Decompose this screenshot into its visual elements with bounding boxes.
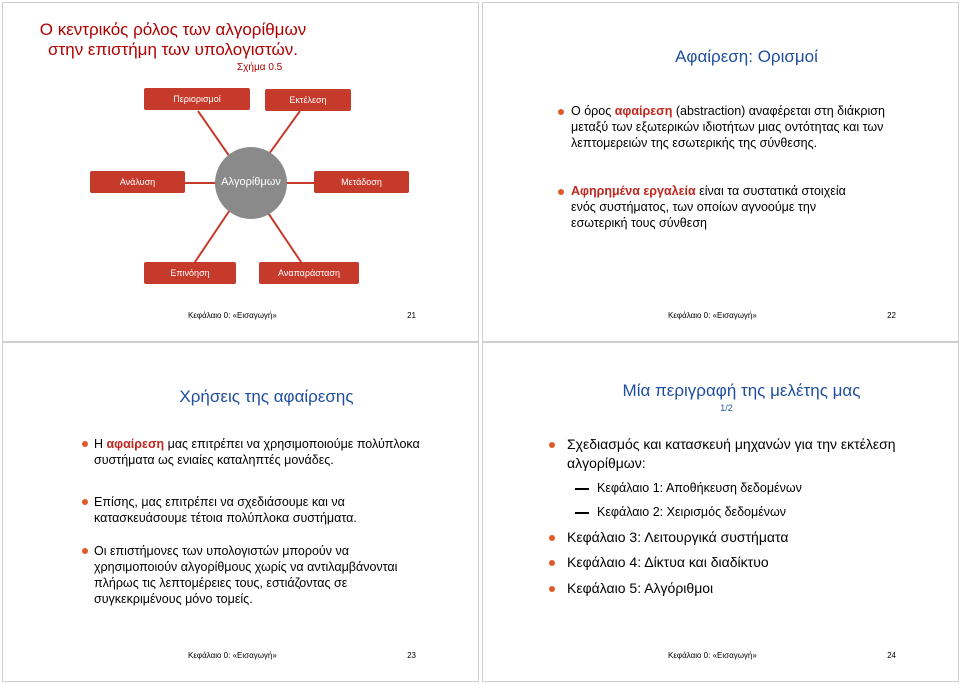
bullet-design: Επίσης, μας επιτρέπει να σχεδιάσουμε και να κατασκευάσουμε τέτοια πολύπλοκα συστήματα. [94, 495, 357, 525]
slide-subtitle: 1/2 [720, 403, 733, 413]
bullet-machines: Σχεδιασμός και κατασκευή μηχανών για την εκτέλεση αλγορίθμων: [567, 436, 896, 471]
chapter-label: Κεφάλαιο 0: «Εισαγωγή» [668, 651, 757, 660]
bullet-scientists: Οι επιστήμονες των υπολογιστών μπορούν να χρησιμοποιούν αλγορίθμους χωρίς να αντιλαμβάνονται πλήρως τις λεπτομέρειες τους, εστιάζοντας σε συγκεκριμένους μόνο τομείς. [94, 544, 398, 606]
bullet-icon [558, 109, 564, 115]
slide-21 [2, 2, 479, 342]
algorithm-diagram [3, 3, 480, 303]
bullet-icon [82, 441, 88, 447]
bullet-icon [549, 442, 555, 448]
title-line-1: Ο κεντρικός ρόλος των αλγορίθμων [39, 20, 307, 39]
slide-23 [2, 342, 479, 682]
bullet-icon [82, 499, 88, 505]
page-number: 23 [407, 651, 416, 660]
sub-item-chapter-2: Κεφάλαιο 2: Χειρισμός δεδομένων [575, 505, 786, 519]
node-transmission: Μετάδοση [314, 171, 409, 193]
bullet-chapter-4: Κεφάλαιο 4: Δίκτυα και διαδίκτυο [567, 554, 769, 570]
bullet-icon [549, 560, 555, 566]
page-number: 21 [407, 311, 416, 320]
bullet-icon [549, 586, 555, 592]
node-representation: Αναπαράσταση [259, 262, 359, 284]
highlight-term: αφαίρεση [106, 437, 165, 451]
sub-item-chapter-1: Κεφάλαιο 1: Αποθήκευση δεδομένων [575, 481, 802, 495]
slide-title: Χρήσεις της αφαίρεσης [179, 387, 354, 406]
node-execution: Εκτέλεση [265, 89, 351, 111]
page-number: 22 [887, 311, 896, 320]
bullet-icon [558, 189, 564, 195]
dash-icon [575, 488, 589, 490]
chapter-label: Κεφάλαιο 0: «Εισαγωγή» [188, 311, 277, 320]
chapter-label: Κεφάλαιο 0: «Εισαγωγή» [668, 311, 757, 320]
title-line-2: στην επιστήμη των υπολογιστών. [48, 40, 298, 59]
slide-title: Αφαίρεση: Ορισμοί [675, 47, 818, 66]
slide-24 [482, 342, 959, 682]
highlight-term: Αφηρημένα εργαλεία [571, 184, 696, 198]
bullet-chapter-5: Κεφάλαιο 5: Αλγόριθμοι [567, 580, 714, 596]
dash-icon [575, 512, 589, 514]
slide-title: Μία περιγραφή της μελέτης μας [622, 381, 861, 400]
bullet-icon [82, 548, 88, 554]
bullet-abstraction-definition: Ο όρος αφαίρεση (abstraction) αναφέρεται στη διάκριση μεταξύ των εξωτερικών ιδιοτήτων μιας οντότητας και των λεπτομερειών της εσωτερικής της σύνθεσης. [571, 104, 885, 150]
bullet-abstraction-use: Η αφαίρεση μας επιτρέπει να χρησιμοποιούμε πολύπλοκα συστήματα ως ενιαίες καταληπτές μονάδες. [94, 437, 420, 467]
bullet-icon [549, 535, 555, 541]
highlight-term: αφαίρεση [614, 104, 673, 118]
chapter-label: Κεφάλαιο 0: «Εισαγωγή» [188, 651, 277, 660]
bullet-abstract-tools: Αφηρημένα εργαλεία είναι τα συστατικά στοιχεία ενός συστήματος, των οποίων αγνοούμε την εσωτερική τους σύνθεση [571, 184, 846, 230]
node-invention: Επινόηση [144, 262, 236, 284]
node-analysis: Ανάλυση [90, 171, 185, 193]
node-constraints: Περιορισμοί [144, 88, 250, 110]
slide-22 [482, 2, 959, 342]
hub-label: Αλγορίθμων [221, 176, 281, 188]
bullet-chapter-3: Κεφάλαιο 3: Λειτουργικά συστήματα [567, 529, 789, 545]
page-number: 24 [887, 651, 896, 660]
figure-caption: Σχήμα 0.5 [237, 62, 283, 73]
